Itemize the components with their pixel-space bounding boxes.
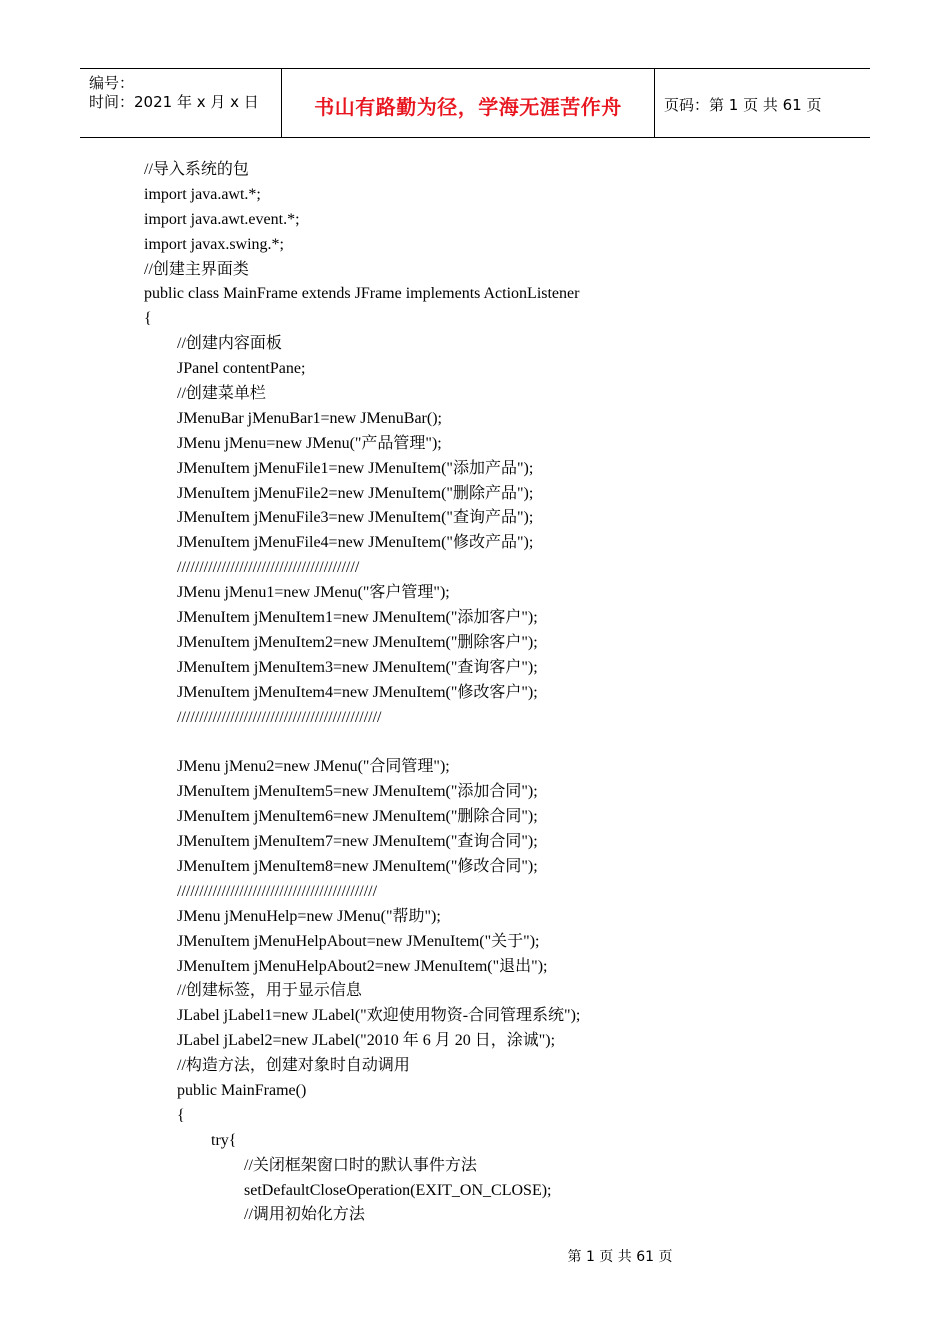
code-line: JMenuItem jMenuHelpAbout=new JMenuItem("关于"); bbox=[177, 932, 540, 950]
code-line bbox=[144, 730, 580, 755]
header-page-cell bbox=[655, 69, 870, 137]
code-line: //关闭框架窗口时的默认事件方法 bbox=[244, 1156, 477, 1174]
code-line: JMenu jMenuHelp=new JMenu("帮助"); bbox=[177, 907, 441, 925]
code-line: { bbox=[177, 1106, 185, 1124]
code-line: try{ bbox=[211, 1131, 237, 1149]
code-line: JMenuItem jMenuItem5=new JMenuItem("添加合同"); bbox=[177, 783, 538, 801]
code-line: JMenu jMenu2=new JMenu("合同管理"); bbox=[177, 758, 450, 776]
code-line: //创建标签，用于显示信息 bbox=[177, 982, 362, 1000]
code-line: public MainFrame() bbox=[177, 1081, 307, 1099]
code-line: ///////////////////////////////////////////// bbox=[177, 882, 378, 900]
code-line: JMenuItem jMenuFile3=new JMenuItem("查询产品"); bbox=[177, 509, 534, 527]
serial-number-label: 编号： bbox=[89, 74, 135, 92]
code-line: setDefaultCloseOperation(EXIT_ON_CLOSE); bbox=[244, 1181, 552, 1199]
code-line: JMenuItem jMenuItem3=new JMenuItem("查询客户"); bbox=[177, 658, 538, 676]
header-info-cell bbox=[80, 69, 282, 137]
code-line: { bbox=[144, 310, 152, 328]
code-line: JMenuItem jMenuFile1=new JMenuItem("添加产品"); bbox=[177, 459, 534, 477]
code-line: JMenuItem jMenuItem4=new JMenuItem("修改客户"); bbox=[177, 683, 538, 701]
code-line: //构造方法，创建对象时自动调用 bbox=[177, 1057, 410, 1075]
code-line: JMenuBar jMenuBar1=new JMenuBar(); bbox=[177, 409, 442, 427]
code-line: //创建内容面板 bbox=[177, 335, 282, 353]
code-line: JMenuItem jMenuFile2=new JMenuItem("删除产品"); bbox=[177, 484, 534, 502]
code-line: JLabel jLabel2=new JLabel("2010 年 6 月 20 日，涂诚"); bbox=[177, 1032, 556, 1050]
code-line: ////////////////////////////////////////////// bbox=[177, 708, 382, 726]
code-line: JLabel jLabel1=new JLabel("欢迎使用物资-合同管理系统"); bbox=[177, 1007, 581, 1025]
code-line: //创建菜单栏 bbox=[177, 385, 266, 403]
code-line: JMenu jMenu1=new JMenu("客户管理"); bbox=[177, 584, 450, 602]
code-line: //创建主界面类 bbox=[144, 260, 249, 278]
code-line: JMenuItem jMenuItem6=new JMenuItem("删除合同"); bbox=[177, 808, 538, 826]
code-line: JMenu jMenu=new JMenu("产品管理"); bbox=[177, 434, 442, 452]
page-number-label: 页码：第 1 页 共 61 页 bbox=[664, 96, 822, 114]
page-footer: 第 1 页 共 61 页 bbox=[567, 1249, 673, 1265]
code-line: JPanel contentPane; bbox=[177, 360, 306, 378]
code-line: import java.awt.*; bbox=[144, 185, 261, 203]
code-line: JMenuItem jMenuHelpAbout2=new JMenuItem("退出"); bbox=[177, 957, 548, 975]
document-header bbox=[80, 68, 870, 138]
code-line: import java.awt.event.*; bbox=[144, 210, 300, 228]
code-line: import javax.swing.*; bbox=[144, 235, 284, 253]
code-line: //调用初始化方法 bbox=[244, 1206, 365, 1224]
code-line: JMenuItem jMenuItem7=new JMenuItem("查询合同"); bbox=[177, 833, 538, 851]
motto-text: 书山有路勤为径，学海无涯苦作舟 bbox=[314, 95, 622, 119]
code-line: JMenuItem jMenuItem2=new JMenuItem("删除客户"); bbox=[177, 633, 538, 651]
header-motto-cell bbox=[282, 69, 655, 137]
code-listing bbox=[144, 158, 580, 1228]
code-line: JMenuItem jMenuFile4=new JMenuItem("修改产品"); bbox=[177, 534, 534, 552]
code-line: JMenuItem jMenuItem8=new JMenuItem("修改合同"); bbox=[177, 857, 538, 875]
code-line: public class MainFrame extends JFrame implements ActionListener bbox=[144, 285, 580, 303]
date-label: 时间：2021 年 x 月 x 日 bbox=[89, 93, 259, 111]
code-line: JMenuItem jMenuItem1=new JMenuItem("添加客户"); bbox=[177, 609, 538, 627]
code-line: ///////////////////////////////////////// bbox=[177, 559, 360, 577]
code-line: //导入系统的包 bbox=[144, 161, 249, 178]
